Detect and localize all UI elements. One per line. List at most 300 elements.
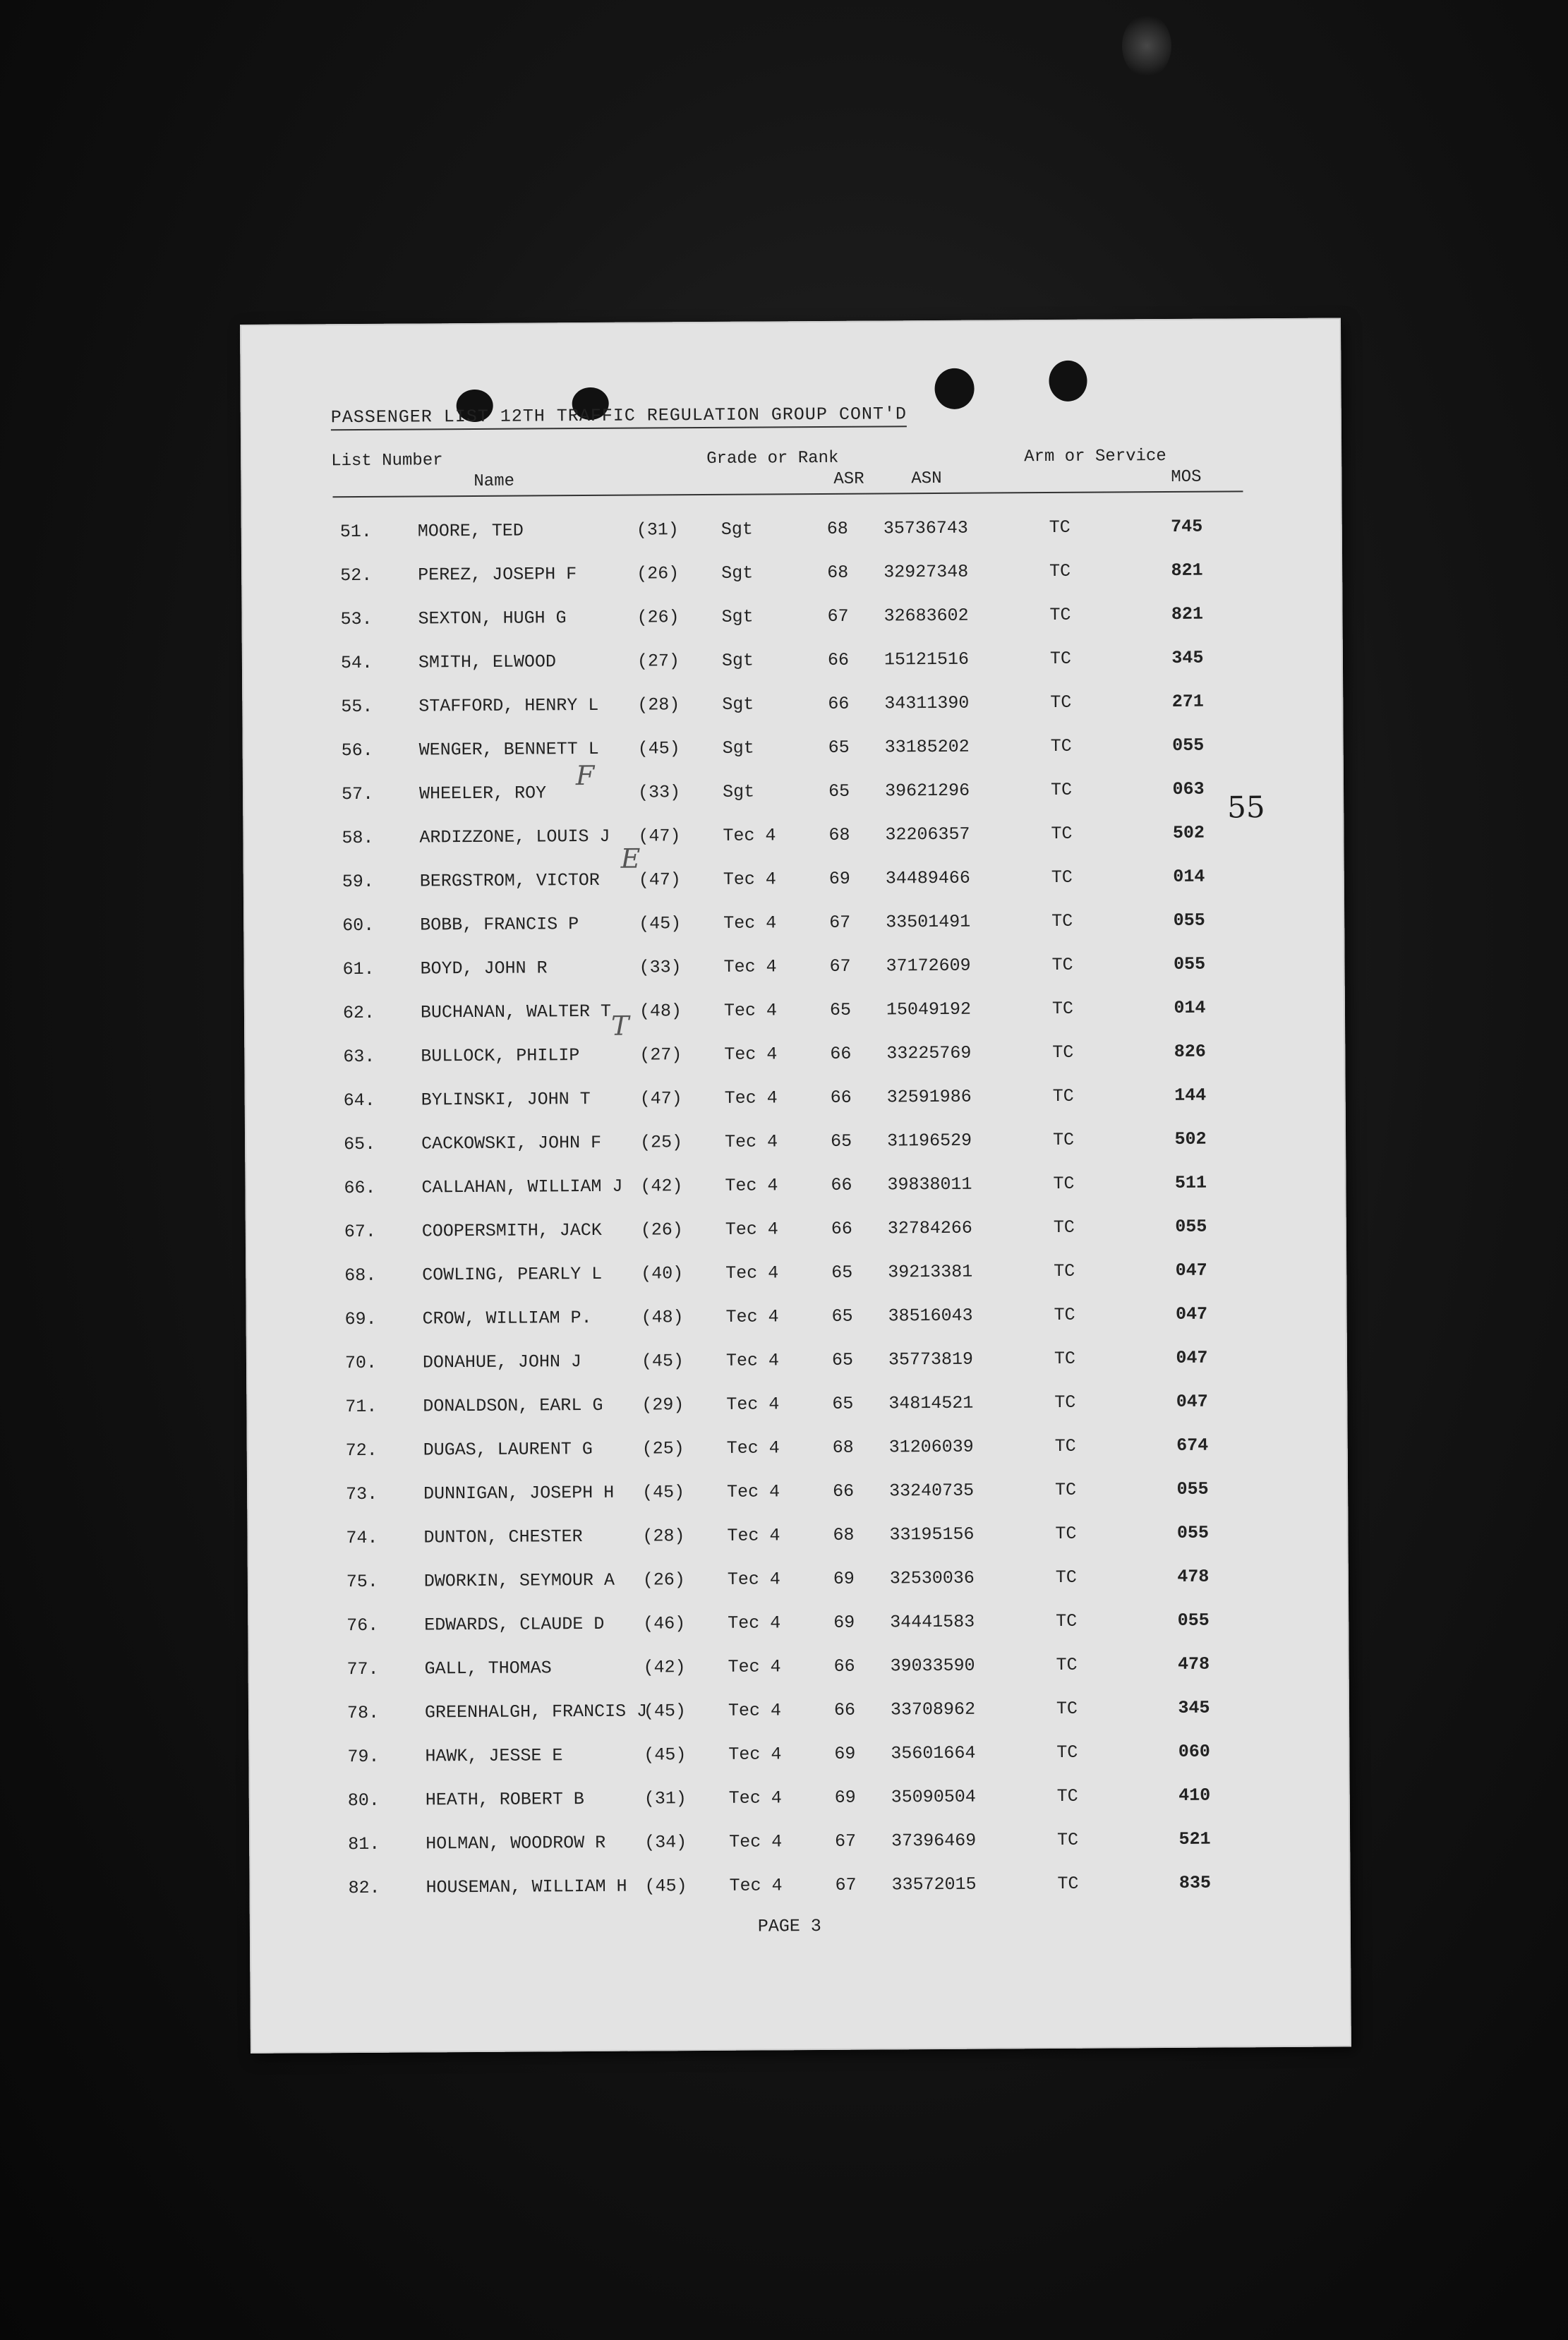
list-number-cell: 79. <box>347 1746 380 1768</box>
passenger-name-cell: SEXTON, HUGH G <box>418 608 567 629</box>
list-number-cell: 61. <box>342 958 375 980</box>
grade-rank-cell: Tec 4 <box>723 869 776 890</box>
table-row <box>244 1040 1345 1091</box>
arm-service-cell: TC <box>1055 1523 1077 1544</box>
passenger-name-cell: EDWARDS, CLAUDE D <box>424 1613 605 1636</box>
table-row <box>243 953 1344 1003</box>
passenger-name-cell: BERGSTROM, VICTOR <box>419 869 600 892</box>
table-row <box>243 821 1344 872</box>
passenger-name-cell: BUCHANAN, WALTER T <box>420 1001 612 1023</box>
mos-cell: 502 <box>1172 822 1205 843</box>
asn-cell: 35090504 <box>891 1786 976 1808</box>
grade-rank-cell: Tec 4 <box>729 1831 783 1852</box>
grade-rank-cell: Sgt <box>721 650 754 671</box>
asr-cell: 69 <box>834 1743 856 1764</box>
passenger-name-cell: BYLINSKI, JOHN T <box>421 1088 591 1111</box>
age-cell: (28) <box>637 694 680 716</box>
grade-rank-cell: Tec 4 <box>727 1481 780 1502</box>
age-cell: (31) <box>644 1788 687 1809</box>
list-number-cell: 73. <box>346 1483 378 1505</box>
grade-rank-cell: Tec 4 <box>727 1569 780 1590</box>
grade-rank-cell: Tec 4 <box>725 1131 778 1152</box>
asn-cell: 32927348 <box>883 561 969 583</box>
arm-service-cell: TC <box>1049 517 1071 538</box>
passenger-name-cell: COWLING, PEARLY L <box>422 1263 603 1286</box>
asn-cell: 34311390 <box>884 692 970 714</box>
list-number-cell: 70. <box>344 1352 378 1374</box>
passenger-name-cell: DWORKIN, SEYMOUR A <box>423 1569 615 1592</box>
list-number-cell: 64. <box>343 1090 375 1111</box>
list-number-cell: 60. <box>342 915 375 936</box>
header-arm: Arm or Service <box>1024 446 1166 467</box>
passenger-name-cell: DUNNIGAN, JOSEPH H <box>423 1482 615 1504</box>
asr-cell: 65 <box>828 780 850 802</box>
grade-rank-cell: Sgt <box>722 694 754 715</box>
mos-cell: 063 <box>1172 778 1205 800</box>
asn-cell: 35773819 <box>888 1349 974 1370</box>
asr-cell: 68 <box>827 562 849 583</box>
asn-cell: 39033590 <box>890 1655 975 1677</box>
list-number-cell: 54. <box>340 652 373 674</box>
age-cell: (45) <box>643 1701 687 1722</box>
page-footer: PAGE 3 <box>757 1916 821 1937</box>
asr-cell: 69 <box>834 1787 856 1808</box>
age-cell: (26) <box>640 1219 683 1241</box>
age-cell: (45) <box>642 1482 685 1503</box>
grade-rank-cell: Sgt <box>722 737 754 759</box>
age-cell: (48) <box>639 1001 682 1022</box>
passenger-name-cell: CACKOWSKI, JOHN F <box>421 1132 602 1154</box>
mos-cell: 511 <box>1174 1172 1207 1193</box>
asn-cell: 32683602 <box>883 605 969 627</box>
mos-cell: 014 <box>1174 997 1206 1018</box>
asn-cell: 32784266 <box>887 1217 972 1239</box>
passenger-name-cell: DONALDSON, EARL G <box>423 1394 603 1417</box>
arm-service-cell: TC <box>1055 1567 1077 1588</box>
grade-rank-cell: Sgt <box>721 562 754 584</box>
list-number-cell: 77. <box>346 1658 379 1680</box>
mos-cell: 674 <box>1176 1435 1209 1456</box>
mos-cell: 047 <box>1176 1391 1208 1412</box>
table-row <box>246 1346 1347 1397</box>
header-grade: Grade or Rank <box>706 448 839 469</box>
list-number-cell: 57. <box>341 783 374 805</box>
arm-service-cell: TC <box>1053 1173 1075 1194</box>
list-number-cell: 58. <box>342 827 374 849</box>
punch-hole <box>1049 361 1087 402</box>
arm-service-cell: TC <box>1056 1698 1078 1719</box>
arm-service-cell: TC <box>1054 1392 1076 1413</box>
age-cell: (25) <box>641 1438 685 1459</box>
asn-cell: 34814521 <box>888 1392 974 1414</box>
arm-service-cell: TC <box>1056 1785 1078 1807</box>
list-number-cell: 74. <box>346 1527 378 1549</box>
arm-service-cell: TC <box>1051 823 1073 844</box>
passenger-name-cell: COOPERSMITH, JACK <box>421 1219 602 1242</box>
list-number-cell: 59. <box>342 871 374 893</box>
arm-service-cell: TC <box>1049 648 1072 669</box>
asn-cell: 32530036 <box>889 1567 975 1589</box>
passenger-name-cell: DUGAS, LAURENT G <box>423 1438 593 1461</box>
list-number-cell: 72. <box>345 1440 378 1461</box>
table-row <box>244 996 1345 1047</box>
mos-cell: 055 <box>1172 735 1205 756</box>
mos-cell: 502 <box>1174 1128 1207 1150</box>
table-row <box>241 515 1342 566</box>
header-asr: ASR <box>833 469 864 489</box>
asn-cell: 35601664 <box>891 1742 976 1764</box>
arm-service-cell: TC <box>1049 560 1071 581</box>
table-row <box>242 690 1343 741</box>
mos-cell: 047 <box>1175 1303 1208 1325</box>
arm-service-cell: TC <box>1050 735 1072 756</box>
passenger-name-cell: HAWK, JESSE E <box>425 1745 563 1767</box>
passenger-name-cell: BULLOCK, PHILIP <box>421 1045 580 1067</box>
table-row <box>249 1784 1350 1835</box>
table-row <box>246 1215 1346 1266</box>
asr-cell: 65 <box>829 999 852 1020</box>
asr-cell: 67 <box>835 1831 857 1852</box>
asr-cell: 68 <box>833 1524 855 1545</box>
age-cell: (47) <box>639 1088 682 1109</box>
asn-cell: 32206357 <box>885 824 970 845</box>
asr-cell: 66 <box>830 1087 852 1108</box>
mos-cell: 345 <box>1178 1697 1210 1718</box>
age-cell: (26) <box>637 607 680 628</box>
arm-service-cell: TC <box>1051 998 1074 1019</box>
asn-cell: 35736743 <box>883 517 968 539</box>
age-cell: (34) <box>644 1832 687 1853</box>
asr-cell: 69 <box>828 868 850 889</box>
passenger-name-cell: ARDIZZONE, LOUIS J <box>419 826 610 848</box>
asn-cell: 34441583 <box>890 1611 975 1633</box>
asr-cell: 66 <box>828 693 850 714</box>
list-number-cell: 69. <box>344 1308 377 1330</box>
asn-cell: 39621296 <box>884 780 970 802</box>
passenger-name-cell: HOLMAN, WOODROW R <box>426 1832 606 1854</box>
asr-cell: 67 <box>829 912 851 933</box>
asr-cell: 66 <box>830 1043 852 1064</box>
asr-cell: 66 <box>831 1174 852 1195</box>
passenger-name-cell: CROW, WILLIAM P. <box>422 1307 592 1329</box>
list-number-cell: 66. <box>344 1177 376 1199</box>
list-number-cell: 75. <box>346 1571 378 1593</box>
grade-rank-cell: Tec 4 <box>724 1044 778 1065</box>
asr-cell: 67 <box>829 955 851 977</box>
table-row <box>247 1521 1348 1572</box>
arm-service-cell: TC <box>1051 954 1073 975</box>
age-cell: (26) <box>642 1569 685 1591</box>
table-row <box>241 603 1342 653</box>
table-row <box>248 1565 1349 1616</box>
table-row <box>248 1740 1349 1791</box>
age-cell: (26) <box>637 563 680 584</box>
arm-service-cell: TC <box>1057 1829 1079 1850</box>
mos-cell: 047 <box>1176 1347 1208 1368</box>
asn-cell: 15049192 <box>886 999 972 1020</box>
asn-cell: 37172609 <box>886 955 971 977</box>
table-row <box>249 1828 1350 1878</box>
age-cell: (27) <box>639 1044 682 1066</box>
list-number-cell: 68. <box>344 1265 377 1286</box>
mos-cell: 478 <box>1177 1566 1210 1587</box>
arm-service-cell: TC <box>1056 1610 1078 1632</box>
grade-rank-cell: Tec 4 <box>726 1437 780 1459</box>
mos-cell: 821 <box>1171 560 1203 581</box>
asr-cell: 67 <box>835 1874 857 1895</box>
header-rule <box>332 490 1243 497</box>
table-row <box>245 1084 1346 1135</box>
age-cell: (33) <box>637 782 681 803</box>
age-cell: (48) <box>641 1307 684 1328</box>
list-number-cell: 55. <box>341 696 373 718</box>
table-row <box>243 909 1344 960</box>
asr-cell: 65 <box>831 1262 853 1283</box>
asr-cell: 65 <box>830 1130 852 1152</box>
passenger-name-cell: MOORE, TED <box>417 520 524 542</box>
age-cell: (46) <box>643 1613 686 1634</box>
table-row <box>242 646 1343 697</box>
asr-cell: 69 <box>833 1612 855 1633</box>
mos-cell: 521 <box>1178 1828 1211 1850</box>
list-number-cell: 56. <box>341 740 373 761</box>
grade-rank-cell: Tec 4 <box>724 1087 778 1109</box>
passenger-name-cell: CALLAHAN, WILLIAM J <box>421 1176 623 1198</box>
grade-rank-cell: Tec 4 <box>729 1875 783 1896</box>
mos-cell: 835 <box>1178 1872 1212 1893</box>
grade-rank-cell: Sgt <box>720 519 753 540</box>
table-row <box>248 1653 1349 1703</box>
asn-cell: 34489466 <box>885 867 970 889</box>
mos-cell: 055 <box>1176 1478 1209 1500</box>
age-cell: (47) <box>638 869 681 891</box>
arm-service-cell: TC <box>1052 1129 1075 1150</box>
handwritten-mark: E <box>620 843 641 874</box>
arm-service-cell: TC <box>1055 1479 1077 1500</box>
arm-service-cell: TC <box>1049 604 1071 625</box>
table-row <box>241 559 1342 610</box>
grade-rank-cell: Sgt <box>722 781 755 802</box>
asr-cell: 66 <box>833 1480 855 1502</box>
age-cell: (40) <box>641 1263 684 1284</box>
passenger-name-cell: BOBB, FRANCIS P <box>420 914 579 936</box>
asr-cell: 69 <box>833 1568 855 1589</box>
grade-rank-cell: Tec 4 <box>723 825 776 846</box>
asr-cell: 66 <box>827 649 850 670</box>
grade-rank-cell: Tec 4 <box>727 1525 780 1546</box>
asr-cell: 67 <box>827 605 849 627</box>
grade-rank-cell: Tec 4 <box>725 1350 780 1371</box>
passenger-name-cell: SMITH, ELWOOD <box>418 651 557 673</box>
arm-service-cell: TC <box>1054 1348 1076 1369</box>
margin-stamp: 55 <box>1227 790 1265 825</box>
list-number-cell: 65. <box>344 1133 376 1155</box>
document-page <box>240 318 1351 2053</box>
table-row <box>245 1171 1346 1222</box>
grade-rank-cell: Tec 4 <box>728 1744 782 1765</box>
table-row <box>243 865 1344 916</box>
asr-cell: 65 <box>828 737 850 758</box>
asr-cell: 65 <box>831 1349 854 1370</box>
age-cell: (33) <box>639 957 682 978</box>
asr-cell: 65 <box>831 1305 853 1327</box>
age-cell: (27) <box>637 651 680 672</box>
age-cell: (47) <box>638 826 681 847</box>
asn-cell: 33185202 <box>884 736 970 758</box>
passenger-name-cell: GALL, THOMAS <box>424 1658 552 1679</box>
age-cell: (25) <box>640 1132 683 1153</box>
asn-cell: 31196529 <box>886 1130 972 1152</box>
asr-cell: 66 <box>833 1699 856 1720</box>
arm-service-cell: TC <box>1050 779 1073 800</box>
arm-service-cell: TC <box>1056 1742 1078 1763</box>
asr-cell: 68 <box>832 1437 854 1458</box>
mos-cell: 047 <box>1175 1260 1207 1281</box>
passenger-name-cell: BOYD, JOHN R <box>420 958 548 979</box>
asr-cell: 68 <box>828 824 850 845</box>
list-number-cell: 67. <box>344 1221 376 1243</box>
passenger-name-cell: STAFFORD, HENRY L <box>418 694 599 717</box>
mos-cell: 410 <box>1178 1785 1211 1806</box>
asn-cell: 33572015 <box>891 1874 977 1895</box>
asn-cell: 31206039 <box>888 1436 974 1458</box>
mos-cell: 014 <box>1173 866 1205 887</box>
list-number-cell: 80. <box>347 1790 380 1811</box>
handwritten-mark: F <box>575 759 595 792</box>
asr-cell: 66 <box>831 1218 852 1239</box>
passenger-name-cell: HEATH, ROBERT B <box>425 1789 584 1811</box>
mos-cell: 055 <box>1177 1610 1210 1631</box>
age-cell: (45) <box>644 1876 687 1897</box>
passenger-name-cell: DUNTON, CHESTER <box>423 1526 583 1548</box>
grade-rank-cell: Tec 4 <box>728 1612 781 1634</box>
age-cell: (45) <box>641 1351 685 1372</box>
grade-rank-cell: Tec 4 <box>728 1700 782 1721</box>
passenger-name-cell: WENGER, BENNETT L <box>418 738 599 761</box>
asn-cell: 15121516 <box>883 649 970 670</box>
arm-service-cell: TC <box>1051 867 1073 888</box>
punch-hole <box>934 368 974 409</box>
grade-rank-cell: Tec 4 <box>726 1394 780 1415</box>
passenger-name-cell: PEREZ, JOSEPH F <box>418 564 577 586</box>
header-asn: ASN <box>911 469 942 489</box>
arm-service-cell: TC <box>1053 1217 1075 1238</box>
list-number-cell: 81. <box>348 1833 380 1855</box>
age-cell: (45) <box>644 1744 687 1766</box>
mos-cell: 055 <box>1176 1522 1210 1543</box>
handwritten-mark: T <box>610 1010 629 1042</box>
table-row <box>245 1128 1346 1178</box>
table-row <box>246 1303 1347 1353</box>
mos-cell: 478 <box>1178 1653 1210 1675</box>
list-number-cell: 63. <box>343 1046 375 1068</box>
asn-cell: 33708962 <box>890 1699 976 1720</box>
arm-service-cell: TC <box>1052 1085 1074 1106</box>
grade-rank-cell: Sgt <box>721 606 754 627</box>
asr-cell: 68 <box>826 518 848 539</box>
mos-cell: 745 <box>1171 516 1203 537</box>
mos-cell: 055 <box>1173 910 1205 931</box>
header-name: Name <box>474 471 515 491</box>
age-cell: (29) <box>641 1394 685 1416</box>
age-cell: (42) <box>640 1176 683 1197</box>
table-row <box>248 1609 1349 1660</box>
passenger-name-cell: HOUSEMAN, WILLIAM H <box>426 1876 627 1898</box>
grade-rank-cell: Tec 4 <box>725 1262 779 1284</box>
asn-cell: 39213381 <box>888 1261 973 1283</box>
header-list-number: List Number <box>331 451 443 471</box>
grade-rank-cell: Tec 4 <box>723 1000 778 1021</box>
arm-service-cell: TC <box>1054 1304 1075 1325</box>
arm-service-cell: TC <box>1057 1873 1079 1894</box>
age-cell: (45) <box>639 913 682 934</box>
asn-cell: 32591986 <box>886 1086 972 1108</box>
list-number-cell: 71. <box>345 1396 378 1418</box>
mos-cell: 345 <box>1171 647 1204 668</box>
grade-rank-cell: Tec 4 <box>725 1219 778 1240</box>
mos-cell: 821 <box>1171 603 1204 625</box>
table-row <box>246 1390 1347 1441</box>
table-row <box>247 1434 1348 1485</box>
age-cell: (42) <box>643 1657 686 1678</box>
grade-rank-cell: Tec 4 <box>728 1787 782 1809</box>
mos-cell: 060 <box>1178 1741 1210 1762</box>
list-number-cell: 76. <box>346 1615 379 1636</box>
table-row <box>247 1478 1348 1528</box>
mos-cell: 271 <box>1171 691 1204 712</box>
passenger-name-cell: WHEELER, ROY <box>418 783 547 804</box>
table-row <box>243 734 1344 785</box>
asn-cell: 33225769 <box>886 1042 972 1064</box>
arm-service-cell: TC <box>1054 1260 1075 1281</box>
list-number-cell: 82. <box>348 1877 380 1899</box>
passenger-name-cell: DONAHUE, JOHN J <box>422 1351 582 1373</box>
light-glare <box>1122 14 1171 78</box>
list-number-cell: 51. <box>339 521 372 543</box>
arm-service-cell: TC <box>1051 910 1073 931</box>
list-number-cell: 62. <box>342 1002 375 1024</box>
list-number-cell: 78. <box>346 1702 380 1724</box>
table-row <box>248 1696 1349 1747</box>
asn-cell: 39838011 <box>887 1174 972 1195</box>
asr-cell: 66 <box>833 1656 855 1677</box>
page-title: PASSENGER LIST 12TH TRAFFIC REGULATION GROUP CONT'D <box>331 404 907 430</box>
grade-rank-cell: Tec 4 <box>723 956 777 977</box>
passenger-name-cell: GREENHALGH, FRANCIS J <box>424 1701 648 1723</box>
mos-cell: 826 <box>1174 1041 1206 1062</box>
asn-cell: 38516043 <box>888 1305 973 1327</box>
grade-rank-cell: Tec 4 <box>723 912 777 934</box>
table-row <box>246 1259 1346 1310</box>
table-row <box>243 778 1344 828</box>
grade-rank-cell: Tec 4 <box>725 1175 778 1196</box>
age-cell: (45) <box>637 738 680 759</box>
mos-cell: 144 <box>1174 1085 1207 1106</box>
age-cell: (31) <box>636 519 679 541</box>
list-number-cell: 53. <box>340 608 373 630</box>
arm-service-cell: TC <box>1054 1435 1076 1457</box>
arm-service-cell: TC <box>1052 1042 1074 1063</box>
table-row <box>249 1871 1350 1922</box>
header-mos: MOS <box>1171 467 1202 487</box>
asn-cell: 33240735 <box>889 1480 975 1502</box>
arm-service-cell: TC <box>1056 1654 1078 1675</box>
mos-cell: 055 <box>1173 953 1206 975</box>
grade-rank-cell: Tec 4 <box>725 1306 779 1327</box>
grade-rank-cell: Tec 4 <box>728 1656 781 1677</box>
age-cell: (28) <box>642 1526 685 1547</box>
asn-cell: 37396469 <box>891 1830 977 1852</box>
